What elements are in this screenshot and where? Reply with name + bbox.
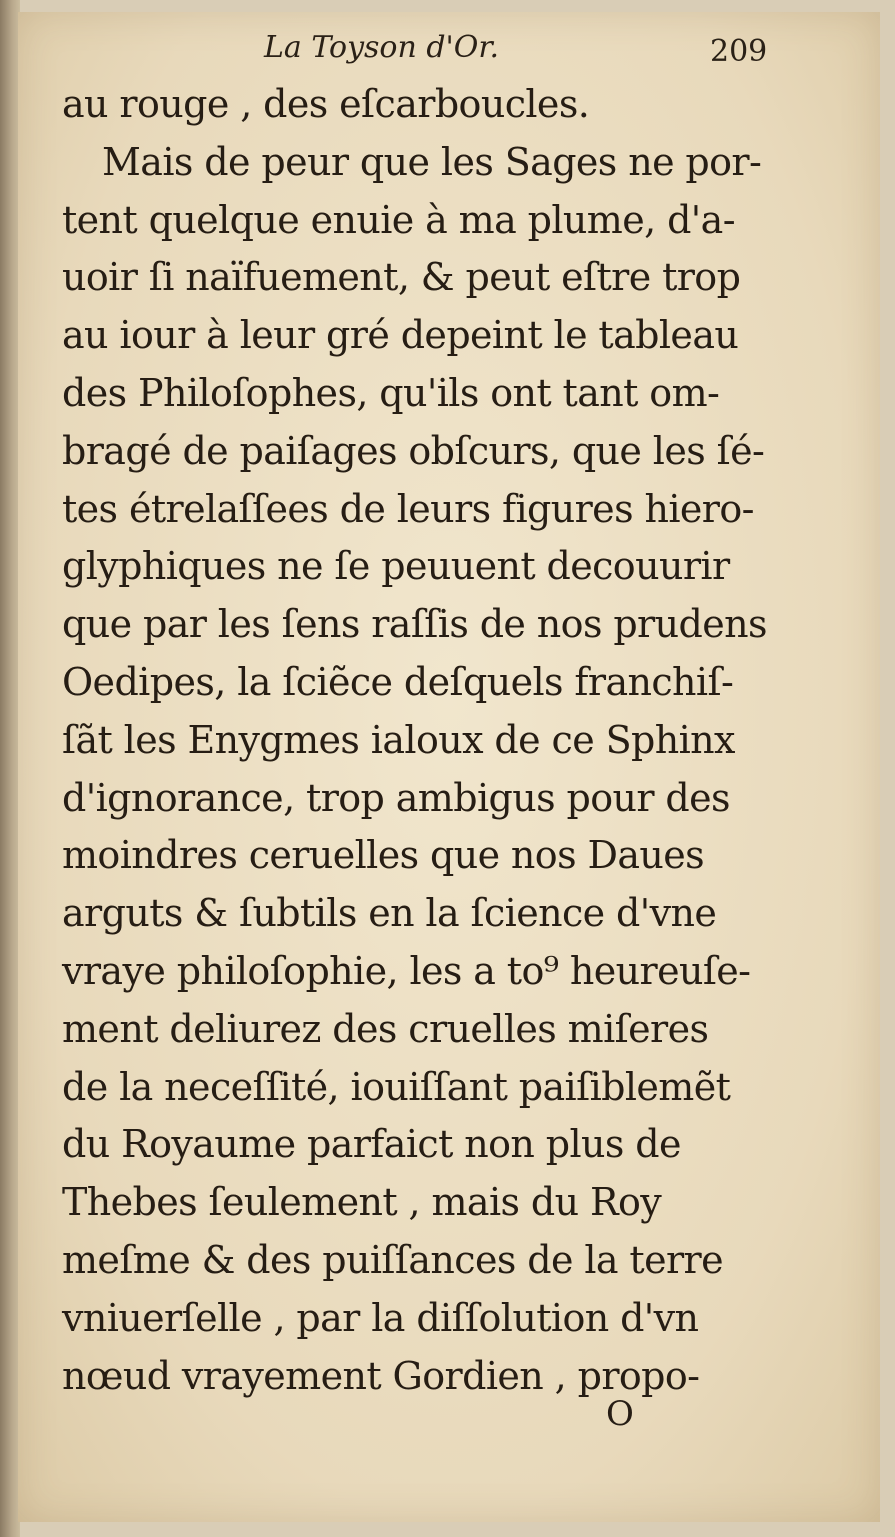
text-line: vraye philoſophie, les a to⁹ heureuſe- <box>62 948 751 993</box>
text-line: uoir ſi naïfuement, & peut eſtre trop <box>62 255 741 300</box>
signature-mark: O <box>606 1394 634 1434</box>
running-title: La Toyson d'Or. <box>264 30 499 65</box>
text-line: Oedipes, la ſciẽce deſquels franchiſ- <box>62 659 734 704</box>
body-text <box>62 76 792 1405</box>
text-line: Thebes ſeulement , mais du Roy <box>62 1180 662 1225</box>
page-header <box>18 30 880 78</box>
text-line: ſãt les Enygmes ialoux de ce Sphinx <box>62 717 735 762</box>
text-line: ment deliurez des cruelles miſeres <box>62 1006 709 1051</box>
text-line: du Royaume parfaict non plus de <box>62 1122 681 1167</box>
text-line: moindres ceruelles que nos Daues <box>62 833 705 878</box>
text-line: des Philoſophes, qu'ils ont tant om- <box>62 370 720 415</box>
book-spine-edge <box>0 0 20 1537</box>
text-line: d'ignorance, trop ambigus pour des <box>62 775 730 820</box>
page-number: 209 <box>710 34 768 69</box>
text-line: glyphiques ne ſe peuuent decouurir <box>62 544 730 589</box>
text-line: au rouge , des eſcarboucles. <box>62 82 590 126</box>
text-line: de la neceſſité, iouiſſant paiſiblemẽt <box>62 1064 731 1109</box>
text-line: tent quelque enuie à ma plume, d'a- <box>62 197 735 242</box>
text-line: vniuerſelle , par la diſſolution d'vn <box>62 1295 699 1340</box>
text-line: nœud vrayement Gordien , propo- <box>62 1353 700 1398</box>
text-line: meſme & des puiſſances de la terre <box>62 1237 724 1282</box>
text-line: bragé de paiſages obſcurs, que les ſé- <box>62 428 765 473</box>
text-line: au iour à leur gré depeint le tableau <box>62 313 739 358</box>
text-line: Mais de peur que les Sages ne por- <box>102 139 762 184</box>
book-page <box>18 12 880 1522</box>
text-line: tes étrelaſſees de leurs figures hiero- <box>62 486 754 531</box>
text-line: que par les ſens raſſis de nos prudens <box>62 602 767 647</box>
text-line: arguts & ſubtils en la ſcience d'vne <box>62 891 717 936</box>
